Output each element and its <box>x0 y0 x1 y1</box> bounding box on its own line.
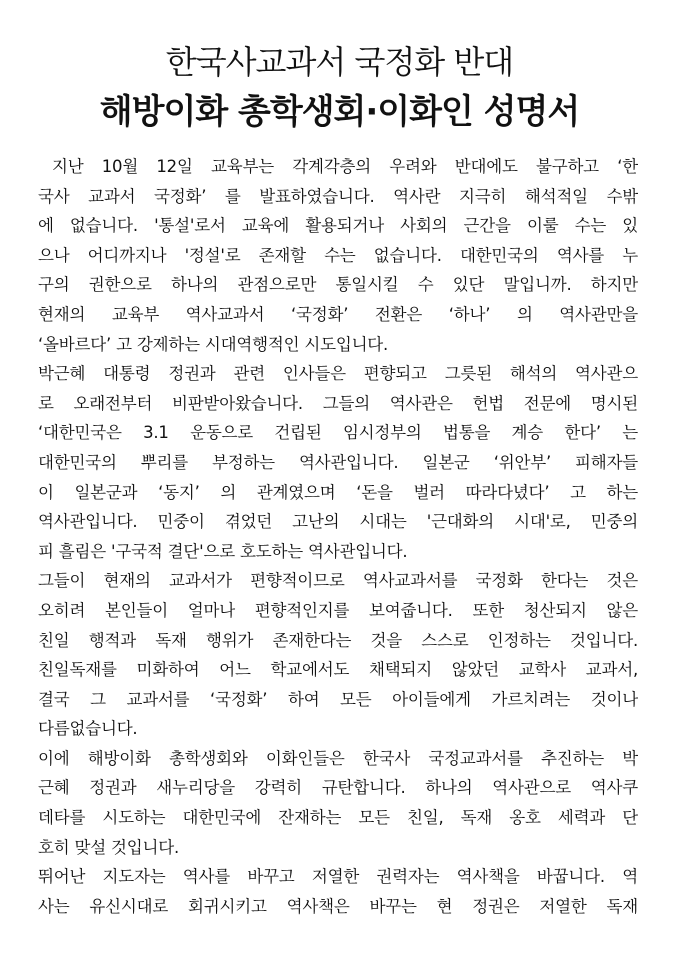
body-line: 역사관입니다. 민중이 겪었던 고난의 시대는 '근대화의 시대'로, 민중의 <box>38 512 638 532</box>
statement-body <box>38 152 638 921</box>
body-line: 이에 해방이화 총학생회와 이화인들은 한국사 국정교과서를 추진하는 박 <box>38 748 638 768</box>
title-line-1: 한국사교과서 국정화 반대 <box>165 43 514 81</box>
body-line: ‘올바르다’ 고 강제하는 시대역행적인 시도입니다. <box>38 334 389 354</box>
body-line: 박근혜 대통령 정권과 관련 인사들은 편향되고 그릇된 해석의 역사관으 <box>38 364 638 384</box>
body-line: 현재의 교육부 역사교과서 ‘국정화’ 전환은 ‘하나’ 의 역사관만을 <box>38 304 638 324</box>
body-line: 지난 10월 12일 교육부는 각계각층의 우려와 반대에도 불구하고 ‘한 <box>52 157 638 176</box>
body-line: 이 일본군과 ‘동지’ 의 관계였으며 ‘돈을 벌러 따라다녔다’ 고 하는 <box>38 482 638 502</box>
body-line: 구의 권한으로 하나의 관점으로만 통일시킬 수 있단 말입니까. 하지만 <box>38 275 638 295</box>
body-line: 친일독재를 미화하여 어느 학교에서도 채택되지 않았던 교학사 교과서, <box>38 660 638 680</box>
body-line: 뛰어난 지도자는 역사를 바꾸고 저열한 권력자는 역사책을 바꿉니다. 역 <box>38 867 638 887</box>
body-line: 오히려 본인들이 얼마나 편향적인지를 보여줍니다. 또한 청산되지 않은 <box>38 600 638 620</box>
body-line: 으나 어디까지나 '정설'로 존재할 수는 없습니다. 대한민국의 역사를 누 <box>38 245 638 265</box>
body-line: 국사 교과서 국정화’ 를 발표하였습니다. 역사란 지극히 해석적일 수밖 <box>38 186 638 206</box>
body-line: 로 오래전부터 비판받아왔습니다. 그들의 역사관은 헌법 전문에 명시된 <box>38 393 638 413</box>
body-line: 대한민국의 뿌리를 부정하는 역사관입니다. 일본군 ‘위안부’ 피해자들 <box>38 452 638 472</box>
body-line: ‘대한민국은 3.1 운동으로 건립된 임시정부의 법통을 계승 한다’ 는 <box>38 423 638 443</box>
body-line: 그들이 현재의 교과서가 편향적이므로 역사교과서를 국정화 한다는 것은 <box>38 571 638 591</box>
body-line: 호히 맞설 것입니다. <box>38 837 180 857</box>
body-line: 데타를 시도하는 대한민국에 잔재하는 모든 친일, 독재 옹호 세력과 단 <box>38 808 638 828</box>
body-line: 에 없습니다. '통설'로서 교육에 활용되거나 사회의 근간을 이룰 수는 있 <box>38 216 638 236</box>
body-line: 피 흘림은 '구국적 결단'으로 호도하는 역사관입니다. <box>38 541 408 561</box>
body-line: 사는 유신시대로 회귀시키고 역사책은 바꾸는 현 정권은 저열한 독재 <box>38 896 638 916</box>
body-line: 친일 행적과 독재 행위가 존재한다는 것을 스스로 인정하는 것입니다. <box>38 630 638 650</box>
body-line: 근혜 정권과 새누리당을 강력히 규탄합니다. 하나의 역사관으로 역사쿠 <box>38 778 638 798</box>
body-line: 다름없습니다. <box>38 719 138 739</box>
title-line-2: 해방이화 총학생회·이화인 성명서 <box>99 92 580 132</box>
body-line: 결국 그 교과서를 ‘국정화’ 하여 모든 아이들에게 가르치려는 것이나 <box>38 689 638 709</box>
